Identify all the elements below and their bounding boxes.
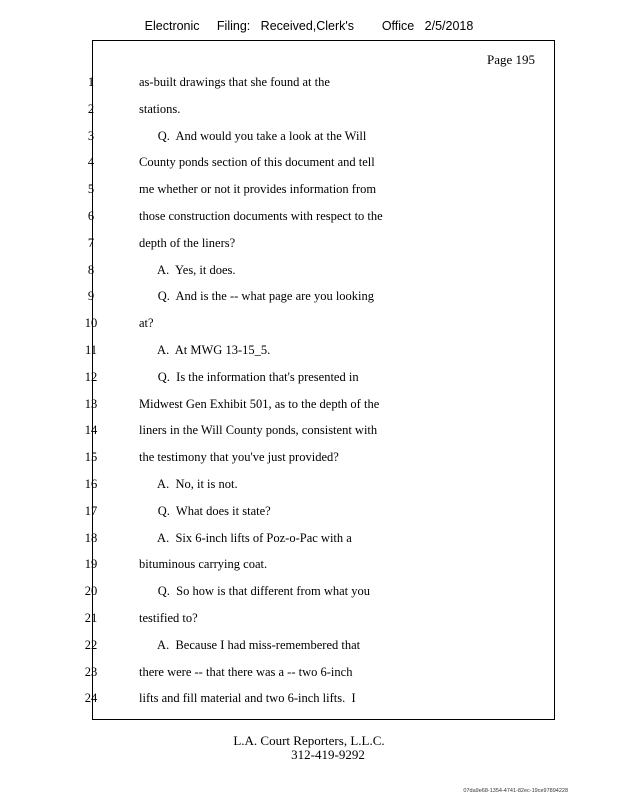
transcript-line bbox=[84, 313, 554, 333]
transcript-page bbox=[84, 40, 555, 720]
line-text: Q. Is the information that's presented in bbox=[139, 369, 359, 384]
line-text: A. Because I had miss-remembered that bbox=[139, 637, 361, 652]
line-text: liners in the Will County ponds, consistent with bbox=[139, 423, 378, 438]
transcript-line bbox=[87, 126, 554, 146]
document-id: 07da9e68-1354-4741-82ec-19ce97894228 bbox=[463, 788, 568, 794]
line-number: 22 bbox=[84, 637, 98, 652]
line-text: lifts and fill material and two 6-inch lifts. I bbox=[139, 691, 356, 706]
line-number: 9 bbox=[87, 289, 95, 304]
transcript-line bbox=[84, 635, 554, 655]
transcript-line bbox=[87, 233, 554, 253]
transcript-line bbox=[84, 447, 554, 467]
transcript-line bbox=[84, 394, 554, 414]
transcript-line bbox=[84, 501, 554, 521]
transcript-line bbox=[87, 206, 554, 226]
transcript-line bbox=[84, 662, 554, 682]
line-number: 17 bbox=[84, 503, 98, 518]
line-text: A. Yes, it does. bbox=[139, 262, 236, 277]
line-number: 20 bbox=[84, 584, 98, 599]
line-number: 5 bbox=[87, 182, 95, 197]
line-number: 24 bbox=[84, 691, 98, 706]
line-text: Q. And would you take a look at the Will bbox=[139, 128, 367, 143]
line-number: 14 bbox=[84, 423, 98, 438]
transcript-line bbox=[87, 260, 554, 280]
line-text: there were -- that there was a -- two 6-inch bbox=[139, 664, 353, 679]
line-number: 13 bbox=[84, 396, 98, 411]
transcript-line bbox=[84, 340, 554, 360]
page-number: Page 195 bbox=[486, 52, 535, 67]
line-text: me whether or not it provides information from bbox=[139, 182, 377, 197]
transcript-line bbox=[87, 179, 554, 199]
line-text: Midwest Gen Exhibit 501, as to the depth of the bbox=[139, 396, 380, 411]
line-number: 10 bbox=[84, 316, 98, 331]
transcript-line bbox=[84, 608, 554, 628]
line-number: 12 bbox=[84, 369, 98, 384]
transcript-line bbox=[84, 554, 554, 574]
transcript-line bbox=[87, 72, 554, 92]
line-text: the testimony that you've just provided? bbox=[139, 450, 339, 465]
filing-stamp-header: Electronic Filing: Received,Clerk's Office 2/5/2018 bbox=[144, 19, 474, 33]
line-text: depth of the liners? bbox=[139, 235, 236, 250]
transcript-line bbox=[84, 420, 554, 440]
line-text: as-built drawings that she found at the bbox=[139, 75, 330, 89]
line-text: at? bbox=[139, 316, 154, 331]
line-number: 23 bbox=[84, 664, 98, 679]
line-number: 3 bbox=[87, 128, 95, 143]
line-number: 21 bbox=[84, 611, 98, 625]
line-number: 18 bbox=[84, 530, 98, 545]
line-number: 11 bbox=[84, 343, 98, 357]
transcript-line bbox=[87, 99, 554, 119]
line-number: 4 bbox=[87, 155, 95, 170]
line-text: those construction documents with respect to the bbox=[139, 209, 383, 223]
line-text: A. No, it is not. bbox=[139, 477, 238, 491]
line-text: Q. What does it state? bbox=[139, 503, 271, 518]
transcript-line bbox=[84, 474, 554, 494]
line-number: 7 bbox=[87, 235, 95, 250]
transcript-line bbox=[87, 286, 554, 306]
line-text: A. Six 6-inch lifts of Poz-o-Pac with a bbox=[139, 530, 352, 545]
line-number: 15 bbox=[84, 450, 98, 465]
footer-phone: 312-419-9292 bbox=[291, 747, 365, 762]
line-number: 16 bbox=[84, 477, 98, 491]
line-text: bituminous carrying coat. bbox=[139, 557, 268, 572]
line-text: Q. So how is that different from what you bbox=[139, 584, 370, 599]
line-text: A. At MWG 13-15_5. bbox=[139, 343, 271, 357]
line-text: County ponds section of this document and tell bbox=[139, 155, 375, 170]
line-number: 6 bbox=[87, 209, 95, 223]
line-number: 8 bbox=[87, 262, 95, 277]
transcript-line bbox=[84, 688, 554, 708]
transcript-line bbox=[84, 581, 554, 601]
line-text: testified to? bbox=[139, 611, 198, 625]
line-number: 1 bbox=[87, 75, 95, 89]
transcript-line bbox=[84, 367, 554, 387]
line-number: 19 bbox=[84, 557, 98, 572]
line-number: 2 bbox=[87, 101, 95, 116]
line-text: Q. And is the -- what page are you looking bbox=[139, 289, 375, 304]
transcript-line bbox=[84, 528, 554, 548]
line-text: stations. bbox=[139, 101, 181, 116]
footer-company: L.A. Court Reporters, L.L.C. bbox=[233, 733, 385, 748]
transcript-line bbox=[87, 152, 554, 172]
